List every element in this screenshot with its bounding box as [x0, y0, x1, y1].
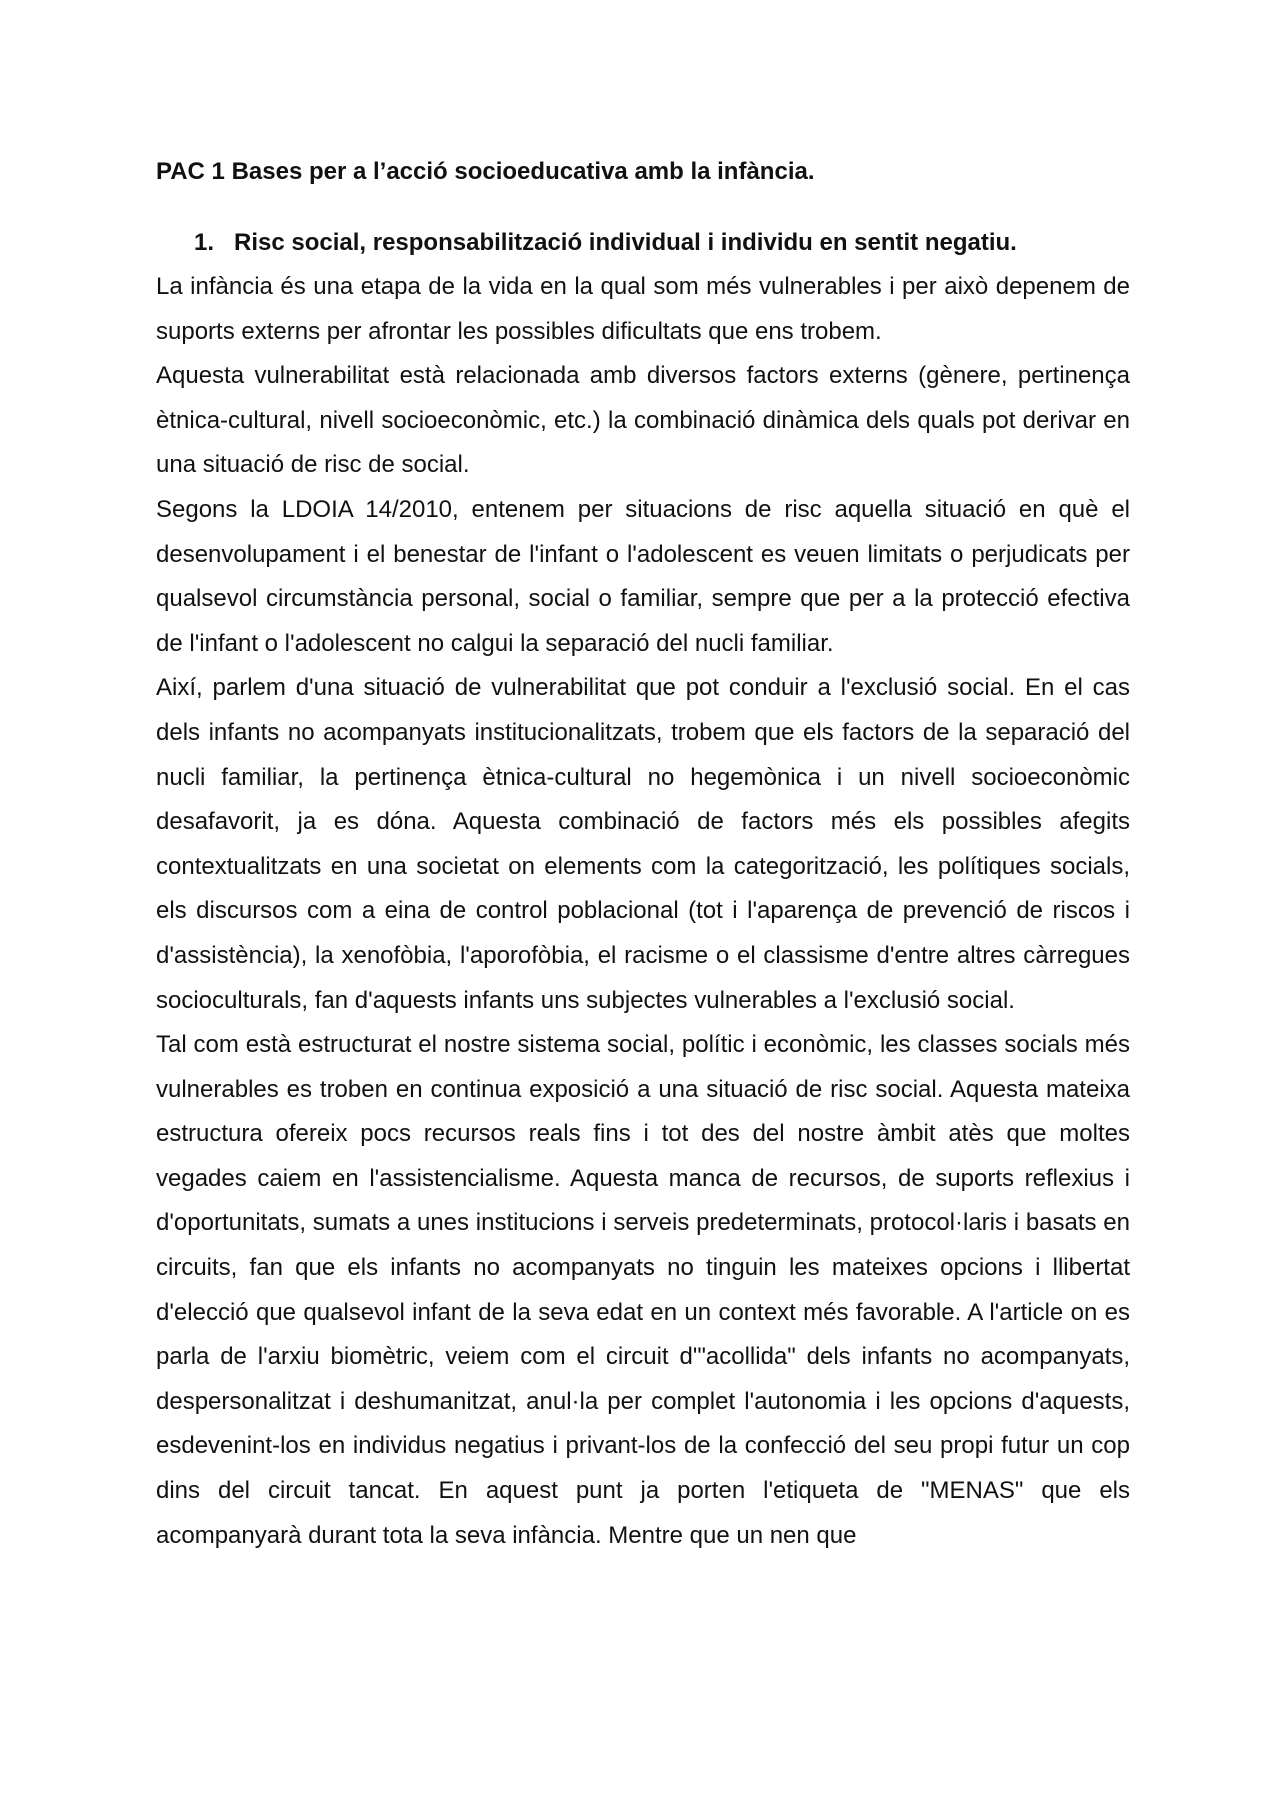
paragraph: Tal com està estructurat el nostre sistema social, polític i econòmic, les classes socials més vulnerables es troben en continua exposició a una situació de risc social. Aquesta mateixa estructura ofereix pocs recursos reals fins i tot des del nostre àmbit atès que moltes vegades caiem en l'assistencialisme. Aquesta manca de recursos, de suports reflexius i d'oportunitats, sumats a unes institucions i serveis predeterminats, protocol·laris i basats en circuits, fan que els infants no acompanyats no tinguin les mateixes opcions i llibertat d'elecció que qualsevol infant de la seva edat en un context més favorable. A l'article on es parla de l'arxiu biomètric, veiem com el circuit d'"acollida" dels infants no acompanyats, despersonalitzat i deshumanitzat, anul·la per complet l'autonomia i les opcions d'aquests, esdevenint-los en individus negatius i privant-los de la confecció del seu propi futur un cop dins del circuit tancat. En aquest punt ja porten l'etiqueta de "MENAS" que els acompanyarà durant tota la seva infància. Mentre que un nen que: [156, 1031, 1130, 1549]
section-heading-text: Risc social, responsabilització individual i individu en sentit negatiu.: [234, 229, 1017, 256]
document-page: [156, 155, 1130, 1558]
paragraph: Aquesta vulnerabilitat està relacionada amb diversos factors externs (gènere, pertinença ètnica-cultural, nivell socioeconòmic, etc.) la combinació dinàmica dels quals pot derivar en una situació de risc de social.: [156, 362, 1130, 479]
section-heading: [156, 226, 1130, 260]
paragraph: Així, parlem d'una situació de vulnerabilitat que pot conduir a l'exclusió social. En el cas dels infants no acompanyats institucionalitzats, trobem que els factors de la separació del nucli familiar, la pertinença ètnica-cultural no hegemònica i un nivell socioeconòmic desafavorit, ja es dóna. Aquesta combinació de factors més els possibles afegits contextualitzats en una societat on elements com la categorització, les polítiques socials, els discursos com a eina de control poblacional (tot i l'aparença de prevenció de riscos i d'assistència), la xenofòbia, l'aporofòbia, el racisme o el classisme d'entre altres càrregues socioculturals, fan d'aquests infants uns subjectes vulnerables a l'exclusió social.: [156, 674, 1130, 1014]
document-title: PAC 1 Bases per a l’acció socioeducativa amb la infància.: [156, 158, 815, 185]
paragraph: La infància és una etapa de la vida en la qual som més vulnerables i per això depenem de suports externs per afrontar les possibles dificultats que ens trobem.: [156, 273, 1130, 345]
section-number: 1.: [194, 229, 215, 256]
paragraph: Segons la LDOIA 14/2010, entenem per situacions de risc aquella situació en què el desenvolupament i el benestar de l'infant o l'adolescent es veuen limitats o perjudicats per qualsevol circumstància personal, social o familiar, sempre que per a la protecció efectiva de l'infant o l'adolescent no calgui la separació del nucli familiar.: [156, 495, 1130, 657]
